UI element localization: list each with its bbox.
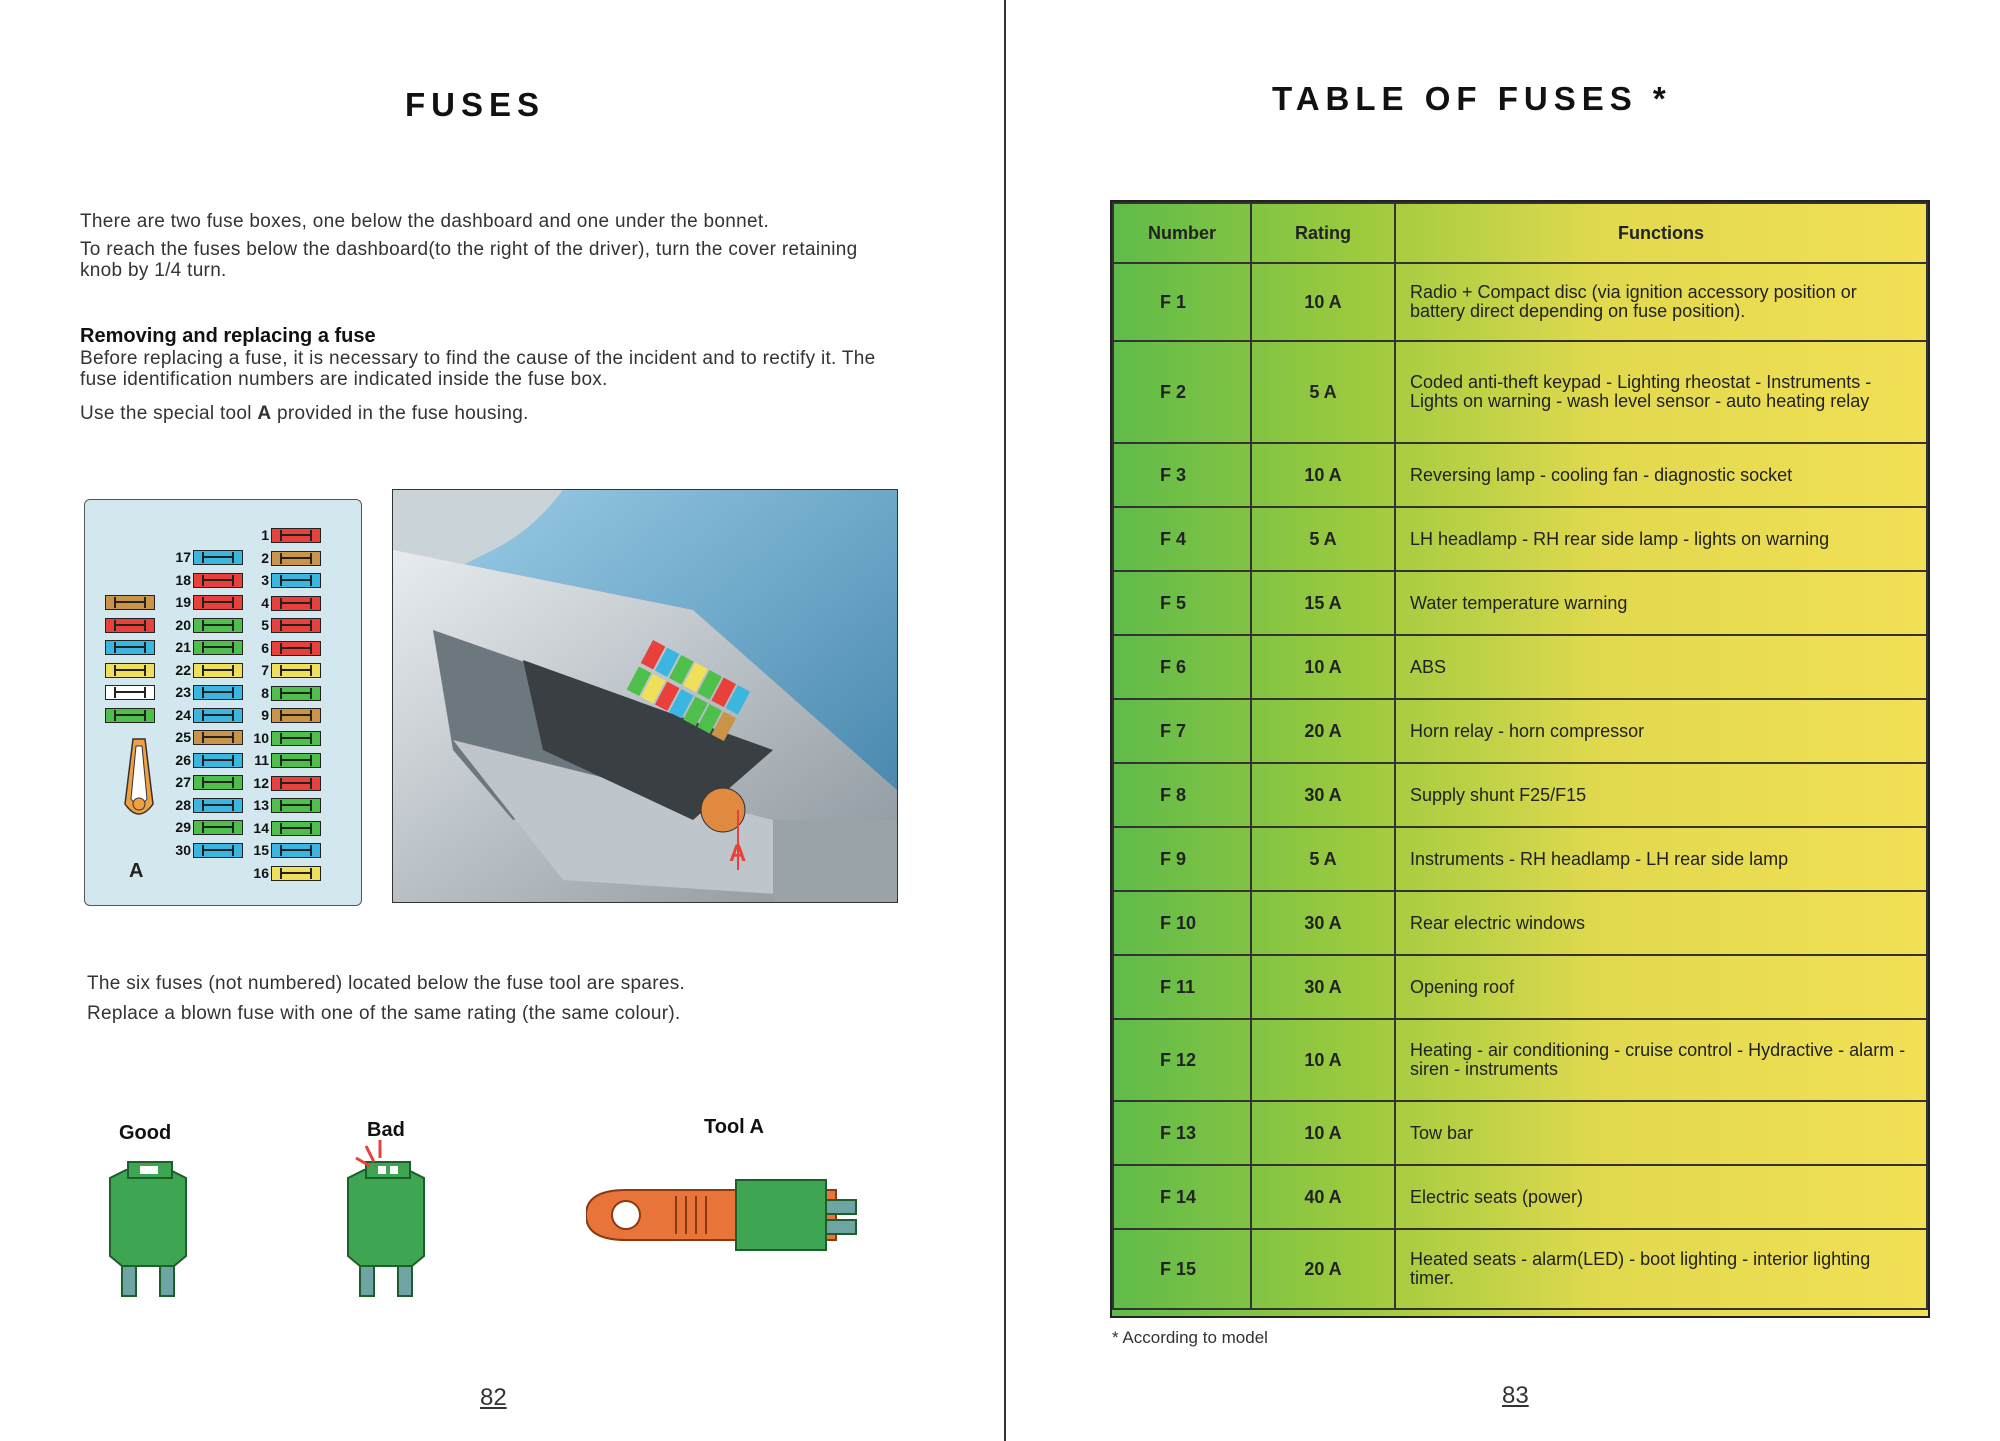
cell-rating: 5 A: [1251, 827, 1395, 891]
cell-rating: 10 A: [1251, 1019, 1395, 1101]
fuse-slot: [271, 776, 321, 791]
diagram-tool-label: A: [129, 860, 144, 882]
cell-rating: 10 A: [1251, 443, 1395, 507]
spares-note-2: Replace a blown fuse with one of the same rating (the same colour).: [87, 1003, 681, 1024]
cell-rating: 10 A: [1251, 263, 1395, 341]
cell-number: F 2: [1113, 341, 1251, 443]
table-row: [1113, 891, 1927, 955]
fuse-slot: [271, 798, 321, 813]
fuse-slot: [193, 843, 243, 858]
photo-callout-a: A: [729, 840, 747, 867]
label-good: Good: [119, 1122, 172, 1144]
fuse-slot: [193, 730, 243, 745]
fuse-slot: [193, 798, 243, 813]
page-divider: [1004, 0, 1006, 1441]
fuse-number: 16: [253, 864, 269, 881]
good-fuse-icon: [98, 1148, 198, 1308]
fuse-number: 29: [175, 819, 191, 835]
spare-fuse-slot: [105, 595, 155, 610]
fuse-number: 2: [261, 549, 269, 566]
fuse-slot: [271, 843, 321, 858]
body-paragraph-2: Use the special tool A provided in the fuse housing.: [80, 403, 529, 424]
fuse-number: 8: [261, 684, 269, 701]
table-row: [1113, 1101, 1927, 1165]
cell-functions: Reversing lamp - cooling fan - diagnostic socket: [1395, 443, 1927, 507]
fuse-slot: [193, 573, 243, 588]
cell-functions: Instruments - RH headlamp - LH rear side lamp: [1395, 827, 1927, 891]
fuse-slot: [271, 866, 321, 881]
header-number: Number: [1113, 203, 1251, 263]
table-row: [1113, 763, 1927, 827]
body-paragraph-1: Before replacing a fuse, it is necessary to find the cause of the incident and to rectify it. The fuse identification numbers are indicated inside the fuse box.: [80, 348, 876, 390]
cell-rating: 5 A: [1251, 507, 1395, 571]
cell-rating: 40 A: [1251, 1165, 1395, 1229]
cell-number: F 7: [1113, 699, 1251, 763]
cell-functions: Rear electric windows: [1395, 891, 1927, 955]
cell-rating: 20 A: [1251, 1229, 1395, 1309]
cell-number: F 12: [1113, 1019, 1251, 1101]
cell-number: F 3: [1113, 443, 1251, 507]
fuse-tool-icon: [119, 734, 159, 834]
cell-number: F 1: [1113, 263, 1251, 341]
cell-functions: Horn relay - horn compressor: [1395, 699, 1927, 763]
fuse-box-diagram: [84, 499, 362, 906]
dashboard-illustration: [393, 490, 897, 902]
fuse-number: 12: [253, 774, 269, 791]
table-header-row: [1113, 203, 1927, 263]
fuse-number: 3: [261, 572, 269, 588]
page-number-right: 83: [1502, 1382, 1529, 1409]
fuse-number: 4: [261, 594, 269, 611]
fuse-number: 13: [253, 797, 269, 813]
cell-number: F 5: [1113, 571, 1251, 635]
cell-functions: Supply shunt F25/F15: [1395, 763, 1927, 827]
fuse-number: 18: [175, 571, 191, 588]
cell-functions: LH headlamp - RH rear side lamp - lights on warning: [1395, 507, 1927, 571]
fuse-number: 19: [175, 594, 191, 610]
cell-functions: Electric seats (power): [1395, 1165, 1927, 1229]
intro-paragraph-1: There are two fuse boxes, one below the dashboard and one under the bonnet.: [80, 211, 770, 232]
cell-rating: 30 A: [1251, 763, 1395, 827]
fuse-box-photo: [392, 489, 898, 903]
cell-rating: 10 A: [1251, 635, 1395, 699]
fuse-slot: [271, 573, 321, 588]
spares-note-1: The six fuses (not numbered) located below the fuse tool are spares.: [87, 973, 686, 994]
cell-rating: 30 A: [1251, 891, 1395, 955]
fuse-slot: [271, 618, 321, 633]
tool-reference: A: [257, 403, 272, 424]
cell-number: F 15: [1113, 1229, 1251, 1309]
fuse-slot: [193, 618, 243, 633]
table-row: [1113, 571, 1927, 635]
cell-functions: Heating - air conditioning - cruise control - Hydractive - alarm - siren - instruments: [1395, 1019, 1927, 1101]
table-row: [1113, 1165, 1927, 1229]
table-row: [1113, 827, 1927, 891]
fuse-slot: [193, 708, 243, 723]
spare-fuse-slot: [105, 663, 155, 678]
fuse-number: 24: [175, 706, 191, 723]
fuse-number: 17: [175, 549, 191, 565]
fuse-number: 6: [261, 639, 269, 656]
spare-fuse-slot: [105, 618, 155, 633]
fuse-slot: [271, 641, 321, 656]
fuse-slot: [193, 685, 243, 700]
fuse-slot: [271, 731, 321, 746]
fuse-slot: [193, 595, 243, 610]
table-row: [1113, 1019, 1927, 1101]
cell-rating: 5 A: [1251, 341, 1395, 443]
fuse-number: 26: [175, 751, 191, 768]
fuse-slot: [193, 753, 243, 768]
cell-number: F 9: [1113, 827, 1251, 891]
page-number-left: 82: [480, 1384, 507, 1411]
spare-fuse-slot: [105, 640, 155, 655]
footnote: * According to model: [1112, 1328, 1268, 1347]
fuse-slot: [193, 775, 243, 790]
fuse-slot: [271, 753, 321, 768]
fuse-number: 23: [175, 684, 191, 700]
cell-number: F 6: [1113, 635, 1251, 699]
section-heading: Removing and replacing a fuse: [80, 325, 376, 347]
page-title-table-of-fuses: TABLE OF FUSES *: [1272, 80, 1672, 117]
table-row: [1113, 443, 1927, 507]
fuse-number: 14: [253, 819, 269, 836]
fuse-slot: [271, 708, 321, 723]
fuse-slot: [193, 820, 243, 835]
header-rating: Rating: [1251, 203, 1395, 263]
cell-rating: 15 A: [1251, 571, 1395, 635]
fuse-slot: [193, 640, 243, 655]
fuse-number: 9: [261, 707, 269, 723]
fuse-number: 5: [261, 617, 269, 633]
cell-rating: 30 A: [1251, 955, 1395, 1019]
fuse-number: 10: [253, 729, 269, 746]
fuse-slot: [271, 821, 321, 836]
fuse-number: 15: [253, 842, 269, 858]
fuse-number: 25: [175, 729, 191, 745]
cell-functions: Water temperature warning: [1395, 571, 1927, 635]
table-row: [1113, 1229, 1927, 1309]
bad-fuse-icon: [336, 1138, 446, 1308]
table-row: [1113, 263, 1927, 341]
cell-number: F 8: [1113, 763, 1251, 827]
cell-functions: Coded anti-theft keypad - Lighting rheostat - Instruments - Lights on warning - wash level sensor - auto heating relay: [1395, 341, 1927, 443]
fuse-number: 11: [254, 752, 269, 768]
cell-functions: Radio + Compact disc (via ignition accessory position or battery direct depending on fuse position).: [1395, 263, 1927, 341]
spare-fuse-slot: [105, 708, 155, 723]
fuse-number: 28: [175, 796, 191, 813]
fuse-slot: [271, 551, 321, 566]
fuse-number: 1: [261, 527, 269, 543]
tool-a-illustration: [586, 1160, 886, 1280]
table-row: [1113, 955, 1927, 1019]
cell-number: F 4: [1113, 507, 1251, 571]
fuse-number: 22: [175, 661, 191, 678]
intro-paragraph-2: To reach the fuses below the dashboard(to the right of the driver), turn the cover retaining knob by 1/4 turn.: [80, 239, 858, 281]
fuse-number: 20: [175, 616, 191, 633]
cell-number: F 11: [1113, 955, 1251, 1019]
table-row: [1113, 699, 1927, 763]
fuse-slot: [271, 596, 321, 611]
cell-number: F 10: [1113, 891, 1251, 955]
fuse-number: 21: [175, 639, 191, 655]
cell-functions: Opening roof: [1395, 955, 1927, 1019]
label-bad: Bad: [367, 1119, 405, 1141]
cell-rating: 20 A: [1251, 699, 1395, 763]
spare-fuse-slot: [105, 685, 155, 700]
fuse-slot: [271, 528, 321, 543]
cell-functions: Tow bar: [1395, 1101, 1927, 1165]
table-row: [1113, 635, 1927, 699]
table-row: [1113, 507, 1927, 571]
fuse-table-container: [1110, 200, 1930, 1318]
cell-functions: Heated seats - alarm(LED) - boot lighting - interior lighting timer.: [1395, 1229, 1927, 1309]
cell-rating: 10 A: [1251, 1101, 1395, 1165]
header-functions: Functions: [1395, 203, 1927, 263]
cell-number: F 13: [1113, 1101, 1251, 1165]
fuse-slot: [271, 686, 321, 701]
fuse-slot: [193, 550, 243, 565]
label-tool-a: Tool A: [704, 1116, 764, 1138]
cell-functions: ABS: [1395, 635, 1927, 699]
fuse-number: 7: [261, 662, 269, 678]
fuse-table: [1112, 202, 1928, 1310]
fuse-slot: [193, 663, 243, 678]
page-title-fuses: FUSES: [405, 86, 546, 123]
fuse-slot: [271, 663, 321, 678]
fuse-number: 27: [175, 774, 191, 790]
fuse-number: 30: [175, 841, 191, 858]
table-row: [1113, 341, 1927, 443]
cell-number: F 14: [1113, 1165, 1251, 1229]
